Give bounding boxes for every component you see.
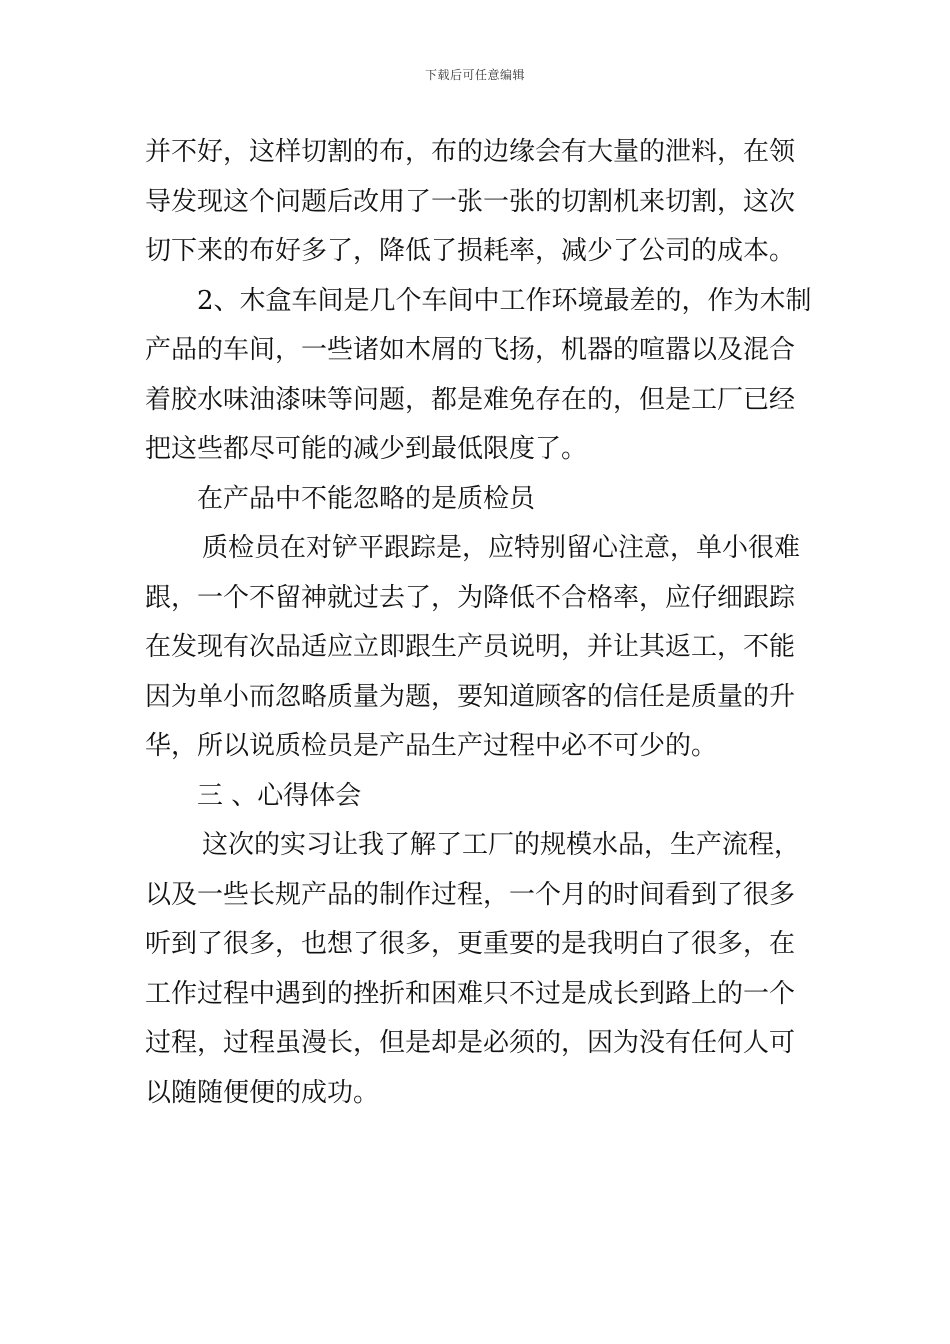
paragraph-start: 质检员在对铲平跟踪是，应特别留心注意，单小很难 (202, 533, 801, 563)
text-line: 并不好，这样切割的布，布的边缘会有大量的泄料，在领 (145, 137, 796, 167)
text-line: 因为单小而忽略质量为题，要知道顾客的信任是质量的升 (145, 681, 796, 712)
text-line: 以及一些长规产品的制作过程，一个月的时间看到了很多 (145, 879, 796, 910)
text-line: 工作过程中遇到的挫折和困难只不过是成长到路上的一个 (145, 978, 796, 1009)
text-line: 华，所以说质检员是产品生产过程中必不可少的。 (145, 731, 718, 761)
paragraph-start: 2、木盒车间是几个车间中工作环境最差的，作为木制 (197, 285, 812, 316)
text-line: 在发现有次品适应立即跟生产员说明，并让其返工，不能 (145, 632, 796, 662)
text-line: 着胶水味油漆味等问题，都是难免存在的，但是工厂已经 (145, 384, 796, 415)
text-line: 以随随便便的成功。 (145, 1077, 380, 1108)
page-header: 下载后可任意编辑 (424, 68, 525, 82)
text-line: 听到了很多，也想了很多，更重要的是我明白了很多，在 (145, 929, 796, 959)
text-line: 把这些都尽可能的减少到最低限度了。 (145, 434, 588, 464)
section-heading: 三 、心得体会 (197, 780, 362, 811)
text-line: 导发现这个问题后改用了一张一张的切割机来切割，这次 (145, 186, 796, 217)
text-line: 切下来的布好多了，降低了损耗率，减少了公司的成本。 (145, 236, 796, 266)
text-line: 产品的车间，一些诸如木屑的飞扬，机器的喧嚣以及混合 (145, 335, 796, 365)
document-body (145, 128, 810, 1118)
text-line: 过程，过程虽漫长，但是却是必须的，因为没有任何人可 (145, 1028, 796, 1058)
section-heading: 在产品中不能忽略的是质检员 (197, 483, 536, 514)
paragraph-start: 这次的实习让我了解了工厂的规模水品，生产流程， (202, 830, 801, 860)
text-line: 跟，一个不留神就过去了，为降低不合格率，应仔细跟踪 (145, 582, 796, 613)
